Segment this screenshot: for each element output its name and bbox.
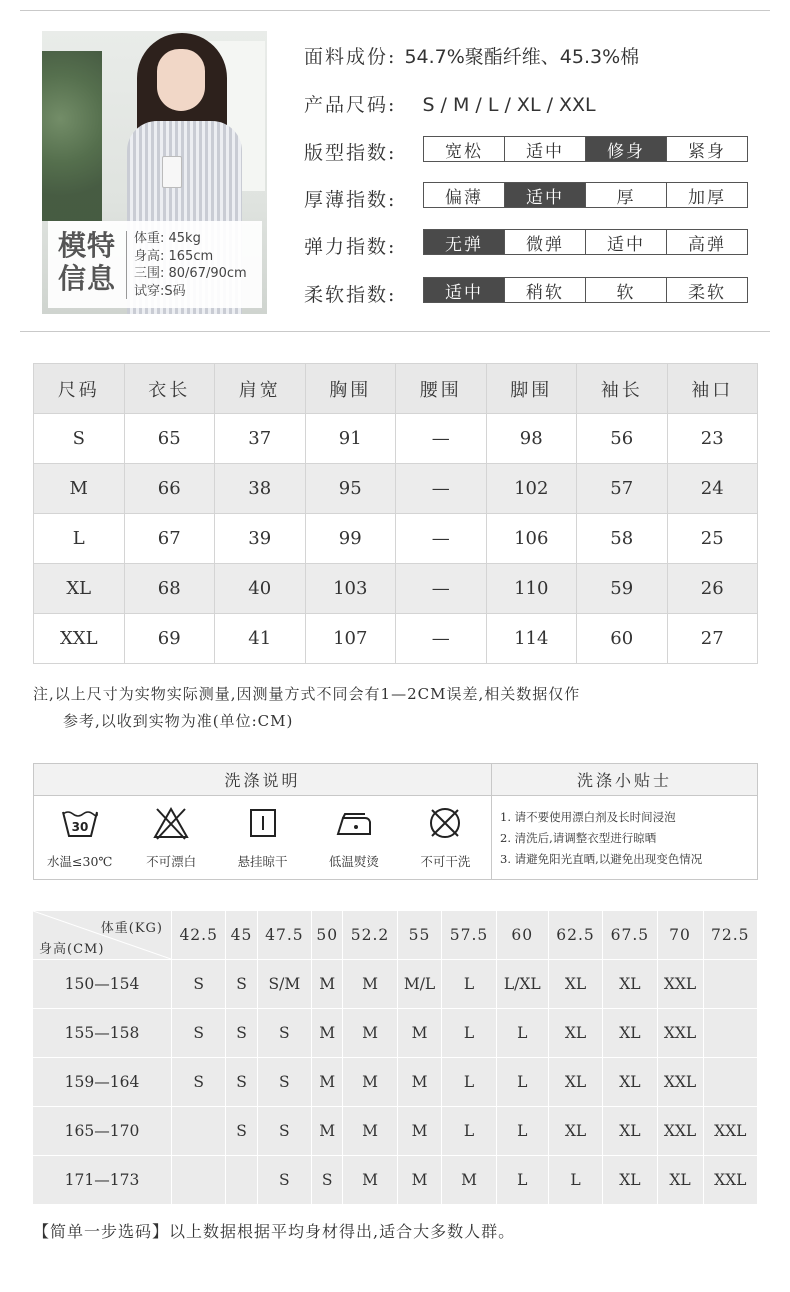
weight-header: 45 [226,911,257,960]
photo-foliage [42,51,102,221]
table-row [34,514,758,564]
recommend-size-cell: S [226,1009,257,1058]
table-row [34,614,758,664]
size-cell: 26 [667,564,758,614]
recommend-size-cell: L [442,1058,496,1107]
size-header-cell: 衣长 [124,364,215,414]
recommend-size-cell: S [257,1107,311,1156]
weight-header: 57.5 [442,911,496,960]
recommend-size-cell: M [343,1009,397,1058]
recommend-size-cell [226,1156,257,1205]
top-divider [20,10,770,11]
size-cell: 38 [215,464,306,514]
recommend-size-cell: L [496,1156,548,1205]
recommend-size-cell: L [442,1107,496,1156]
recommend-size-cell: S [172,960,226,1009]
recommend-size-cell: S [172,1058,226,1107]
no-bleach-icon [152,806,190,840]
low-iron-icon [335,806,373,840]
recommend-size-cell: XXL [703,1156,757,1205]
measurement-note [33,681,763,735]
recommend-size-cell: M [397,1107,442,1156]
model-info-box [48,221,262,308]
weight-header: 60 [496,911,548,960]
fabric-label: 面料成份: [304,46,397,68]
wash-tip: 1. 请不要使用漂白剂及长时间浸泡 [500,810,676,824]
wash-caption: 水温≤30℃ [47,854,113,869]
wash-temp-text: 30 [71,820,89,834]
recommend-size-cell: XL [603,1107,657,1156]
size-header-cell: 袖长 [577,364,668,414]
weight-header: 55 [397,911,442,960]
note-line2: 参考,以收到实物为准(单位:CM) [63,712,294,730]
size-cell: 91 [305,414,396,464]
recommend-size-cell: XXL [657,1058,703,1107]
recommend-size-cell: M [397,1156,442,1205]
size-cell: 40 [215,564,306,614]
wash-tips [500,807,702,870]
table-row [33,1107,758,1156]
size-cell: 41 [215,614,306,664]
elasticity-label: 弹力指数: [304,236,397,258]
wash-tip: 3. 请避免阳光直晒,以避免出现变色情况 [500,852,703,866]
thickness-option: 厚 [586,183,667,207]
elasticity-scale [423,229,748,255]
weight-axis-label: 体重(KG) [100,921,163,936]
size-cell: 106 [486,514,577,564]
recommend-size-cell: M [312,1009,343,1058]
size-cell: 110 [486,564,577,614]
fit-option: 宽松 [424,137,505,161]
size-cell: 39 [215,514,306,564]
size-cell: — [396,614,487,664]
recommend-size-cell: XXL [657,1009,703,1058]
softness-option: 柔软 [688,282,726,303]
fit-option: 修身 [586,137,667,161]
weight-header: 62.5 [548,911,602,960]
table-row [33,1058,758,1107]
size-cell: XXL [34,614,125,664]
softness-option: 软 [586,278,667,302]
weight-header: 67.5 [603,911,657,960]
recommend-size-cell: S [226,960,257,1009]
size-cell: 65 [124,414,215,464]
fit-option: 紧身 [688,141,726,162]
wash-icons [34,796,491,879]
wash-icon-item [125,796,216,879]
wash-tips-title: 洗涤小贴士 [491,764,757,796]
model-title-line2: 信息 [58,262,117,295]
no-dry-clean-icon [426,806,464,840]
recommend-size-cell: M [343,1107,397,1156]
size-table [33,363,758,664]
size-cell: 99 [305,514,396,564]
recommend-size-cell [703,960,757,1009]
recommend-size-cell: XL [603,1058,657,1107]
recommend-size-cell: L [548,1156,602,1205]
height-range-cell: 150—154 [33,960,172,1009]
size-cell: 58 [577,514,668,564]
size-cell: 114 [486,614,577,664]
recommend-size-cell: S [312,1156,343,1205]
elasticity-option: 无弹 [424,230,505,254]
recommend-size-cell: S/M [257,960,311,1009]
size-cell: 24 [667,464,758,514]
wash-icon-item [400,796,491,879]
recommend-size-cell: XL [548,1009,602,1058]
recommend-size-cell: XL [548,960,602,1009]
elasticity-option: 高弹 [688,234,726,255]
size-cell: 37 [215,414,306,464]
softness-option: 适中 [424,278,505,302]
model-weight: 体重: 45kg [134,231,201,246]
elasticity-option: 微弹 [505,230,586,254]
model-info-title [58,229,124,295]
weight-header: 52.2 [343,911,397,960]
thickness-scale [423,182,748,208]
size-header-cell: 脚围 [486,364,577,414]
note-line1: 注,以上尺寸为实物实际测量,因测量方式不同会有1—2CM误差,相关数据仅作 [33,685,581,703]
fabric-value: 54.7%聚酯纤维、45.3%棉 [404,46,640,68]
wash-section [33,763,758,880]
height-range-cell: 155—158 [33,1009,172,1058]
thickness-label: 厚薄指数: [304,189,397,211]
recommend-size-cell: M [442,1156,496,1205]
recommend-size-cell: XL [603,1156,657,1205]
wash-tip: 2. 清洗后,请调整衣型进行晾晒 [500,831,657,845]
recommend-size-cell: L [496,1058,548,1107]
recommend-size-cell: XXL [657,960,703,1009]
size-header-cell: 肩宽 [215,364,306,414]
recommend-size-cell: L [442,960,496,1009]
recommend-size-cell: XL [548,1058,602,1107]
table-row [34,414,758,464]
size-cell: 56 [577,414,668,464]
recommend-size-cell: M [343,960,397,1009]
size-cell: 27 [667,614,758,664]
table-row [33,960,758,1009]
table-row [34,464,758,514]
recommend-size-cell: XL [548,1107,602,1156]
recommend-size-cell: XXL [657,1107,703,1156]
size-cell: — [396,414,487,464]
recommend-size-cell: XL [657,1156,703,1205]
fit-scale [423,136,748,162]
size-cell: 59 [577,564,668,614]
size-cell: 67 [124,514,215,564]
recommend-size-cell: M [343,1058,397,1107]
recommend-size-cell: M [312,1107,343,1156]
recommend-size-cell: S [257,1156,311,1205]
size-cell: XL [34,564,125,614]
size-cell: 68 [124,564,215,614]
recommend-corner [33,911,172,960]
softness-option: 稍软 [505,278,586,302]
wash-30-icon [61,806,99,840]
recommend-size-cell: S [172,1009,226,1058]
recommend-size-cell: M [343,1156,397,1205]
model-measurements: 三围: 80/67/90cm [134,266,247,281]
size-cell: — [396,514,487,564]
size-cell: 66 [124,464,215,514]
recommend-size-cell: L [496,1107,548,1156]
recommend-header-row [33,911,758,960]
size-cell: 57 [577,464,668,514]
recommend-size-cell: XL [603,1009,657,1058]
recommend-size-cell: S [257,1009,311,1058]
recommend-size-cell: S [226,1058,257,1107]
recommend-size-cell: L [442,1009,496,1058]
size-cell: 98 [486,414,577,464]
weight-header: 50 [312,911,343,960]
size-recommend-table [33,911,758,1205]
footer-note: 【简单一步选码】以上数据根据平均身材得出,适合大多数人群。 [33,1222,516,1241]
size-cell: — [396,464,487,514]
size-table-header [34,364,758,414]
height-range-cell: 165—170 [33,1107,172,1156]
wash-icon-item [34,796,125,879]
recommend-size-cell [172,1107,226,1156]
size-cell: 23 [667,414,758,464]
model-info-divider [126,231,127,299]
recommend-size-cell: XXL [703,1107,757,1156]
recommend-size-cell: M/L [397,960,442,1009]
recommend-size-cell: XL [603,960,657,1009]
recommend-size-cell: S [226,1107,257,1156]
wash-caption: 低温熨烫 [328,854,379,869]
size-cell: 25 [667,514,758,564]
recommend-size-cell: L [496,1009,548,1058]
recommend-size-cell: M [312,1058,343,1107]
size-header-cell: 胸围 [305,364,396,414]
weight-header: 42.5 [172,911,226,960]
recommend-size-cell: M [397,1058,442,1107]
size-cell: L [34,514,125,564]
weight-header: 70 [657,911,703,960]
thickness-option: 偏薄 [424,183,505,207]
model-fit-size: 试穿:S码 [134,283,186,299]
size-cell: 103 [305,564,396,614]
size-cell: 69 [124,614,215,664]
recommend-size-cell [703,1009,757,1058]
size-value: S / M / L / XL / XXL [422,94,596,116]
photo-face [157,49,205,111]
height-range-cell: 159—164 [33,1058,172,1107]
fit-label: 版型指数: [304,142,397,164]
thickness-option: 加厚 [688,187,726,208]
fabric-row [304,42,639,69]
wash-icon-item [308,796,399,879]
table-row [34,564,758,614]
recommend-size-cell: L/XL [496,960,548,1009]
recommend-size-cell: S [257,1058,311,1107]
size-cell: S [34,414,125,464]
size-header-cell: 袖口 [667,364,758,414]
table-row [33,1156,758,1205]
photo-cup [162,156,182,188]
size-header-cell: 腰围 [396,364,487,414]
size-header-cell: 尺码 [34,364,125,414]
height-axis-label: 身高(CM) [39,942,105,957]
wash-divider [491,764,492,879]
wash-caption: 不可干洗 [420,854,471,869]
model-photo [42,31,267,314]
weight-header: 72.5 [703,911,757,960]
weight-header: 47.5 [257,911,311,960]
recommend-size-cell [172,1156,226,1205]
softness-label: 柔软指数: [304,284,397,306]
softness-scale [423,277,748,303]
recommend-size-cell: M [397,1009,442,1058]
recommend-size-cell: M [312,960,343,1009]
size-label: 产品尺码: [304,94,397,116]
wash-icon-item [217,796,308,879]
size-cell: — [396,564,487,614]
hang-dry-icon [244,806,282,840]
fit-option: 适中 [505,137,586,161]
size-row [304,90,596,117]
model-title-line1: 模特 [58,229,117,262]
mid-divider [20,331,770,332]
recommend-body [33,960,758,1205]
recommend-size-cell [703,1058,757,1107]
wash-caption: 悬挂晾干 [237,854,288,869]
model-height: 身高: 165cm [134,248,214,264]
size-cell: 102 [486,464,577,514]
size-cell: 60 [577,614,668,664]
size-cell: 95 [305,464,396,514]
thickness-option: 适中 [505,183,586,207]
table-row [33,1009,758,1058]
model-info-lines [134,230,247,300]
wash-caption: 不可漂白 [146,854,197,869]
height-range-cell: 171—173 [33,1156,172,1205]
size-cell: M [34,464,125,514]
size-cell: 107 [305,614,396,664]
elasticity-option: 适中 [586,230,667,254]
wash-title: 洗涤说明 [34,764,491,796]
